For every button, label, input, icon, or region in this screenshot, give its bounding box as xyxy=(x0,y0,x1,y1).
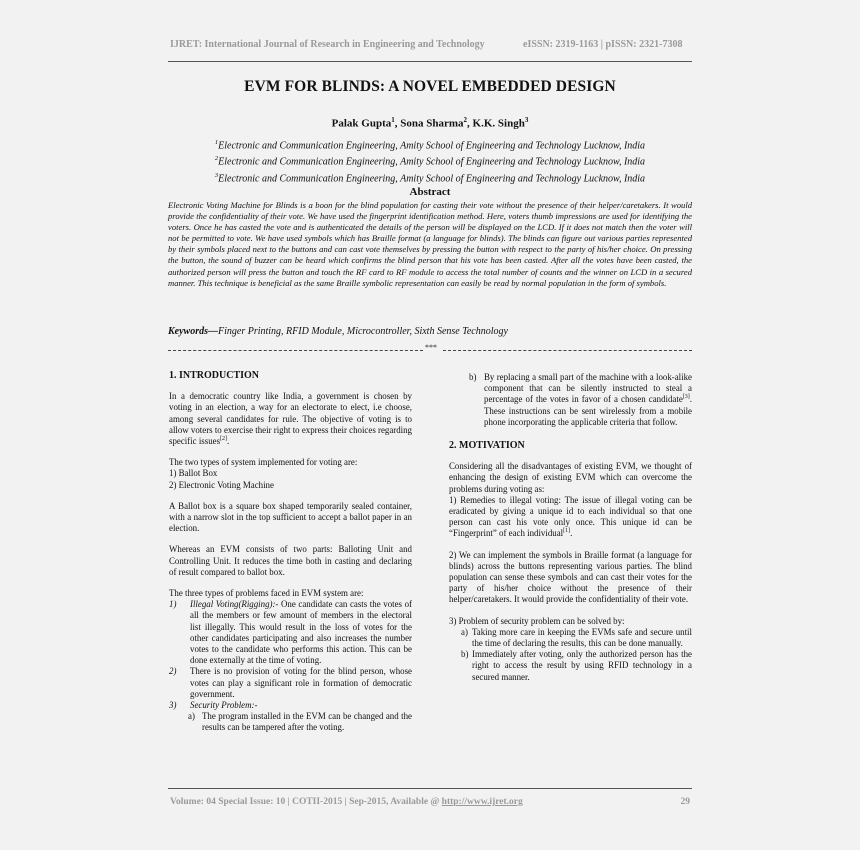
remedy-subitem xyxy=(449,627,692,649)
citation: [2] xyxy=(220,436,228,443)
subitem-marker: b) xyxy=(469,372,477,382)
security-subitem xyxy=(169,711,412,733)
problem-number: 3) xyxy=(169,700,177,711)
intro-paragraph xyxy=(169,391,412,447)
affiliation-mark: 3 xyxy=(214,171,219,179)
author-separator: , xyxy=(467,117,473,130)
affiliation xyxy=(168,136,692,152)
affiliation-text: Electronic and Communication Engineering, Amity School of Engineering and Technology Lucknow, India xyxy=(218,140,646,152)
problem-item xyxy=(169,700,412,711)
intro-text: In a democratic country like India, a government is chosen by voting in an election, a way for an electorate to elect, i.e choose, among several candidates for rule. The objective of voting is to allow voters to exercise their right to express their choices regarding specific issues xyxy=(169,391,412,447)
author-separator: , xyxy=(394,117,401,130)
remedy-subitem xyxy=(449,649,692,683)
types-intro: The two types of system implemented for voting are: xyxy=(169,457,358,468)
keywords-text: Finger Printing, RFID Module, Microcontroller, Sixth Sense Technology xyxy=(218,326,508,337)
abstract-heading: Abstract xyxy=(409,186,451,198)
type-item: 1) Ballot Box xyxy=(169,468,218,479)
journal-link[interactable]: http://www.ijret.org xyxy=(441,797,523,807)
header-rule xyxy=(168,61,692,62)
author-name: K.K. Singh xyxy=(472,117,525,130)
author-affil-mark: 1 xyxy=(391,116,395,124)
problem-text: There is no provision of voting for the blind person, whose votes can play a significant role in formation of democratic government. xyxy=(190,666,412,699)
subitem-text: The program installed in the EVM can be changed and the results can be tampered after the voting. xyxy=(202,711,412,733)
section-divider xyxy=(168,343,692,355)
ballot-paragraph: A Ballot box is a square box shaped temporarily sealed container, with a narrow slot in the top sufficient to accept a ballot paper in an election. xyxy=(169,500,412,534)
intro-end: . xyxy=(227,436,230,447)
problem-item xyxy=(169,599,412,666)
keywords-line xyxy=(168,326,692,337)
footer-rule xyxy=(168,788,692,789)
motivation-remedy-2: 2) We can implement the symbols in Braille format (a language for blinds) across the buttons representing various parties. The blind population can sense these symbols and can cast their votes for the party of his/her choice without the presence of their helper/caretakers. It would provide the confidentiality of their vote. xyxy=(449,549,692,605)
affiliation-text: Electronic and Communication Engineering, Amity School of Engineering and Technology Lucknow, India xyxy=(218,172,646,184)
subitem-text: By replacing a small part of the machine with a look-alike component that can be silently instructed to steal a percentage of the votes in favor of a chosen candidate xyxy=(484,372,692,405)
problem-heading: Security Problem:- xyxy=(190,700,258,711)
affiliation-mark: 2 xyxy=(214,155,219,163)
evm-paragraph: Whereas an EVM consists of two parts: Balloting Unit and Controlling Unit. It reduces the time both in casting and declaring of result compared to ballot box. xyxy=(169,544,412,577)
author-list xyxy=(168,116,692,130)
author-name: Sona Sharma xyxy=(400,117,464,130)
issn-numbers: eISSN: 2319-1163 | pISSN: 2321-7308 xyxy=(523,39,683,50)
remedy-end: . xyxy=(570,528,573,539)
problem-number: 2) xyxy=(169,666,177,677)
subitem-text: Immediately after voting, only the authorized person has the right to access the result by using RFID technology in a secured manner. xyxy=(472,649,692,682)
subitem-text: Taking more care in keeping the EVMs safe and secure until the time of declaring the results, this can be done manually. xyxy=(472,626,692,649)
affiliation xyxy=(168,152,692,168)
author-affil-mark: 2 xyxy=(463,116,468,124)
subitem-text-end: . These instructions can be sent wirelessly from a mobile phone incorporating the applicable criteria that follow. xyxy=(484,394,692,427)
footer-info: Volume: 04 Special Issue: 10 | COTII-2015 | Sep-2015, Available @ xyxy=(170,797,442,807)
remedy-text: 1) Remedies to illegal voting: The issue of illegal voting can be eradicated by giving a unique id to each individual so that one person can cast his vote only once. This unique id can be “Fingerprint” of each individual xyxy=(449,494,692,539)
problem-heading: Illegal Voting(Rigging):- xyxy=(190,599,279,610)
subitem-marker: a) xyxy=(461,626,468,637)
author-affil-mark: 3 xyxy=(524,116,529,124)
divider-line-left xyxy=(168,350,423,351)
author-name: Palak Gupta xyxy=(331,117,392,130)
abstract-text: Electronic Voting Machine for Blinds is a boon for the blind population for casting their vote without the presence of their helper/caretakers. It would provide the confidentiality of their vote. We have used the fingerprint identification method. Here, voters thumb impressions are used for identifying the voters. Once he has casted the vote and is authenticated the details of the person will be displayed on the LCD. If it does not match then the voter will not be permitted to vote. We have used symbols which has Braille format (a language for blinds). The blinds can figure out various parties represented by their symbols placed next to the buttons and can cast vote themselves by pressing the button with respect to the party of his/her choice. On pressing the button, the sound of buzzer can be heard which confirms the blind person that his vote has been casted. After all the votes have been casted, the authorized person will press the button and touch the RF card to RF module to access the total number of counts and the winner on LCD in a secured manner. This technique is beneficial as the same Braille symbolic representation can easily be read by normal population in the form of symbols. xyxy=(168,200,692,288)
keywords-label: Keywords— xyxy=(168,326,218,337)
affiliation-list xyxy=(168,136,692,185)
motivation-heading: 2. MOTIVATION xyxy=(449,440,525,452)
affiliation-mark: 1 xyxy=(214,139,219,146)
left-column xyxy=(169,370,412,734)
problem-item xyxy=(169,666,412,700)
citation: [1] xyxy=(563,528,571,535)
divider-line-right xyxy=(443,350,692,351)
introduction-heading: 1. INTRODUCTION xyxy=(169,370,260,381)
motivation-remedy-3: 3) Problem of security problem can be solved by: xyxy=(449,615,625,626)
type-item: 2) Electronic Voting Machine xyxy=(169,479,274,490)
problem-number: 1) xyxy=(169,599,177,610)
security-subitem xyxy=(449,372,692,428)
problem-text: One candidate can casts the votes of all the members or few amount of members in the electoral list illegally. This would result in the loss of votes for the other candidates participating and also increases the number votes to the candidate who performs this action. This can be done externally at the time of voting. xyxy=(190,599,412,666)
problems-intro: The three types of problems faced in EVM system are: xyxy=(169,588,364,599)
right-column xyxy=(449,372,692,683)
voting-types xyxy=(169,457,412,491)
running-header xyxy=(170,39,690,50)
divider-stars: *** xyxy=(425,343,437,352)
subitem-marker: b) xyxy=(461,649,469,660)
page-footer xyxy=(170,797,690,807)
affiliation-text: Electronic and Communication Engineering, Amity School of Engineering and Technology Lucknow, India xyxy=(218,156,646,168)
motivation-paragraph: Considering all the disadvantages of existing EVM, we thought of enhancing the design of existing EVM which can overcome the problems during voting as: xyxy=(449,461,692,494)
page-number: 29 xyxy=(680,797,690,807)
paper-title: EVM FOR BLINDS: A NOVEL EMBEDDED DESIGN xyxy=(244,78,616,95)
citation: [3] xyxy=(682,394,690,401)
motivation-remedy-1 xyxy=(449,495,692,540)
subitem-marker: a) xyxy=(188,711,195,722)
affiliation xyxy=(168,169,692,185)
journal-name: IJRET: International Journal of Research in Engineering and Technology xyxy=(170,39,485,50)
